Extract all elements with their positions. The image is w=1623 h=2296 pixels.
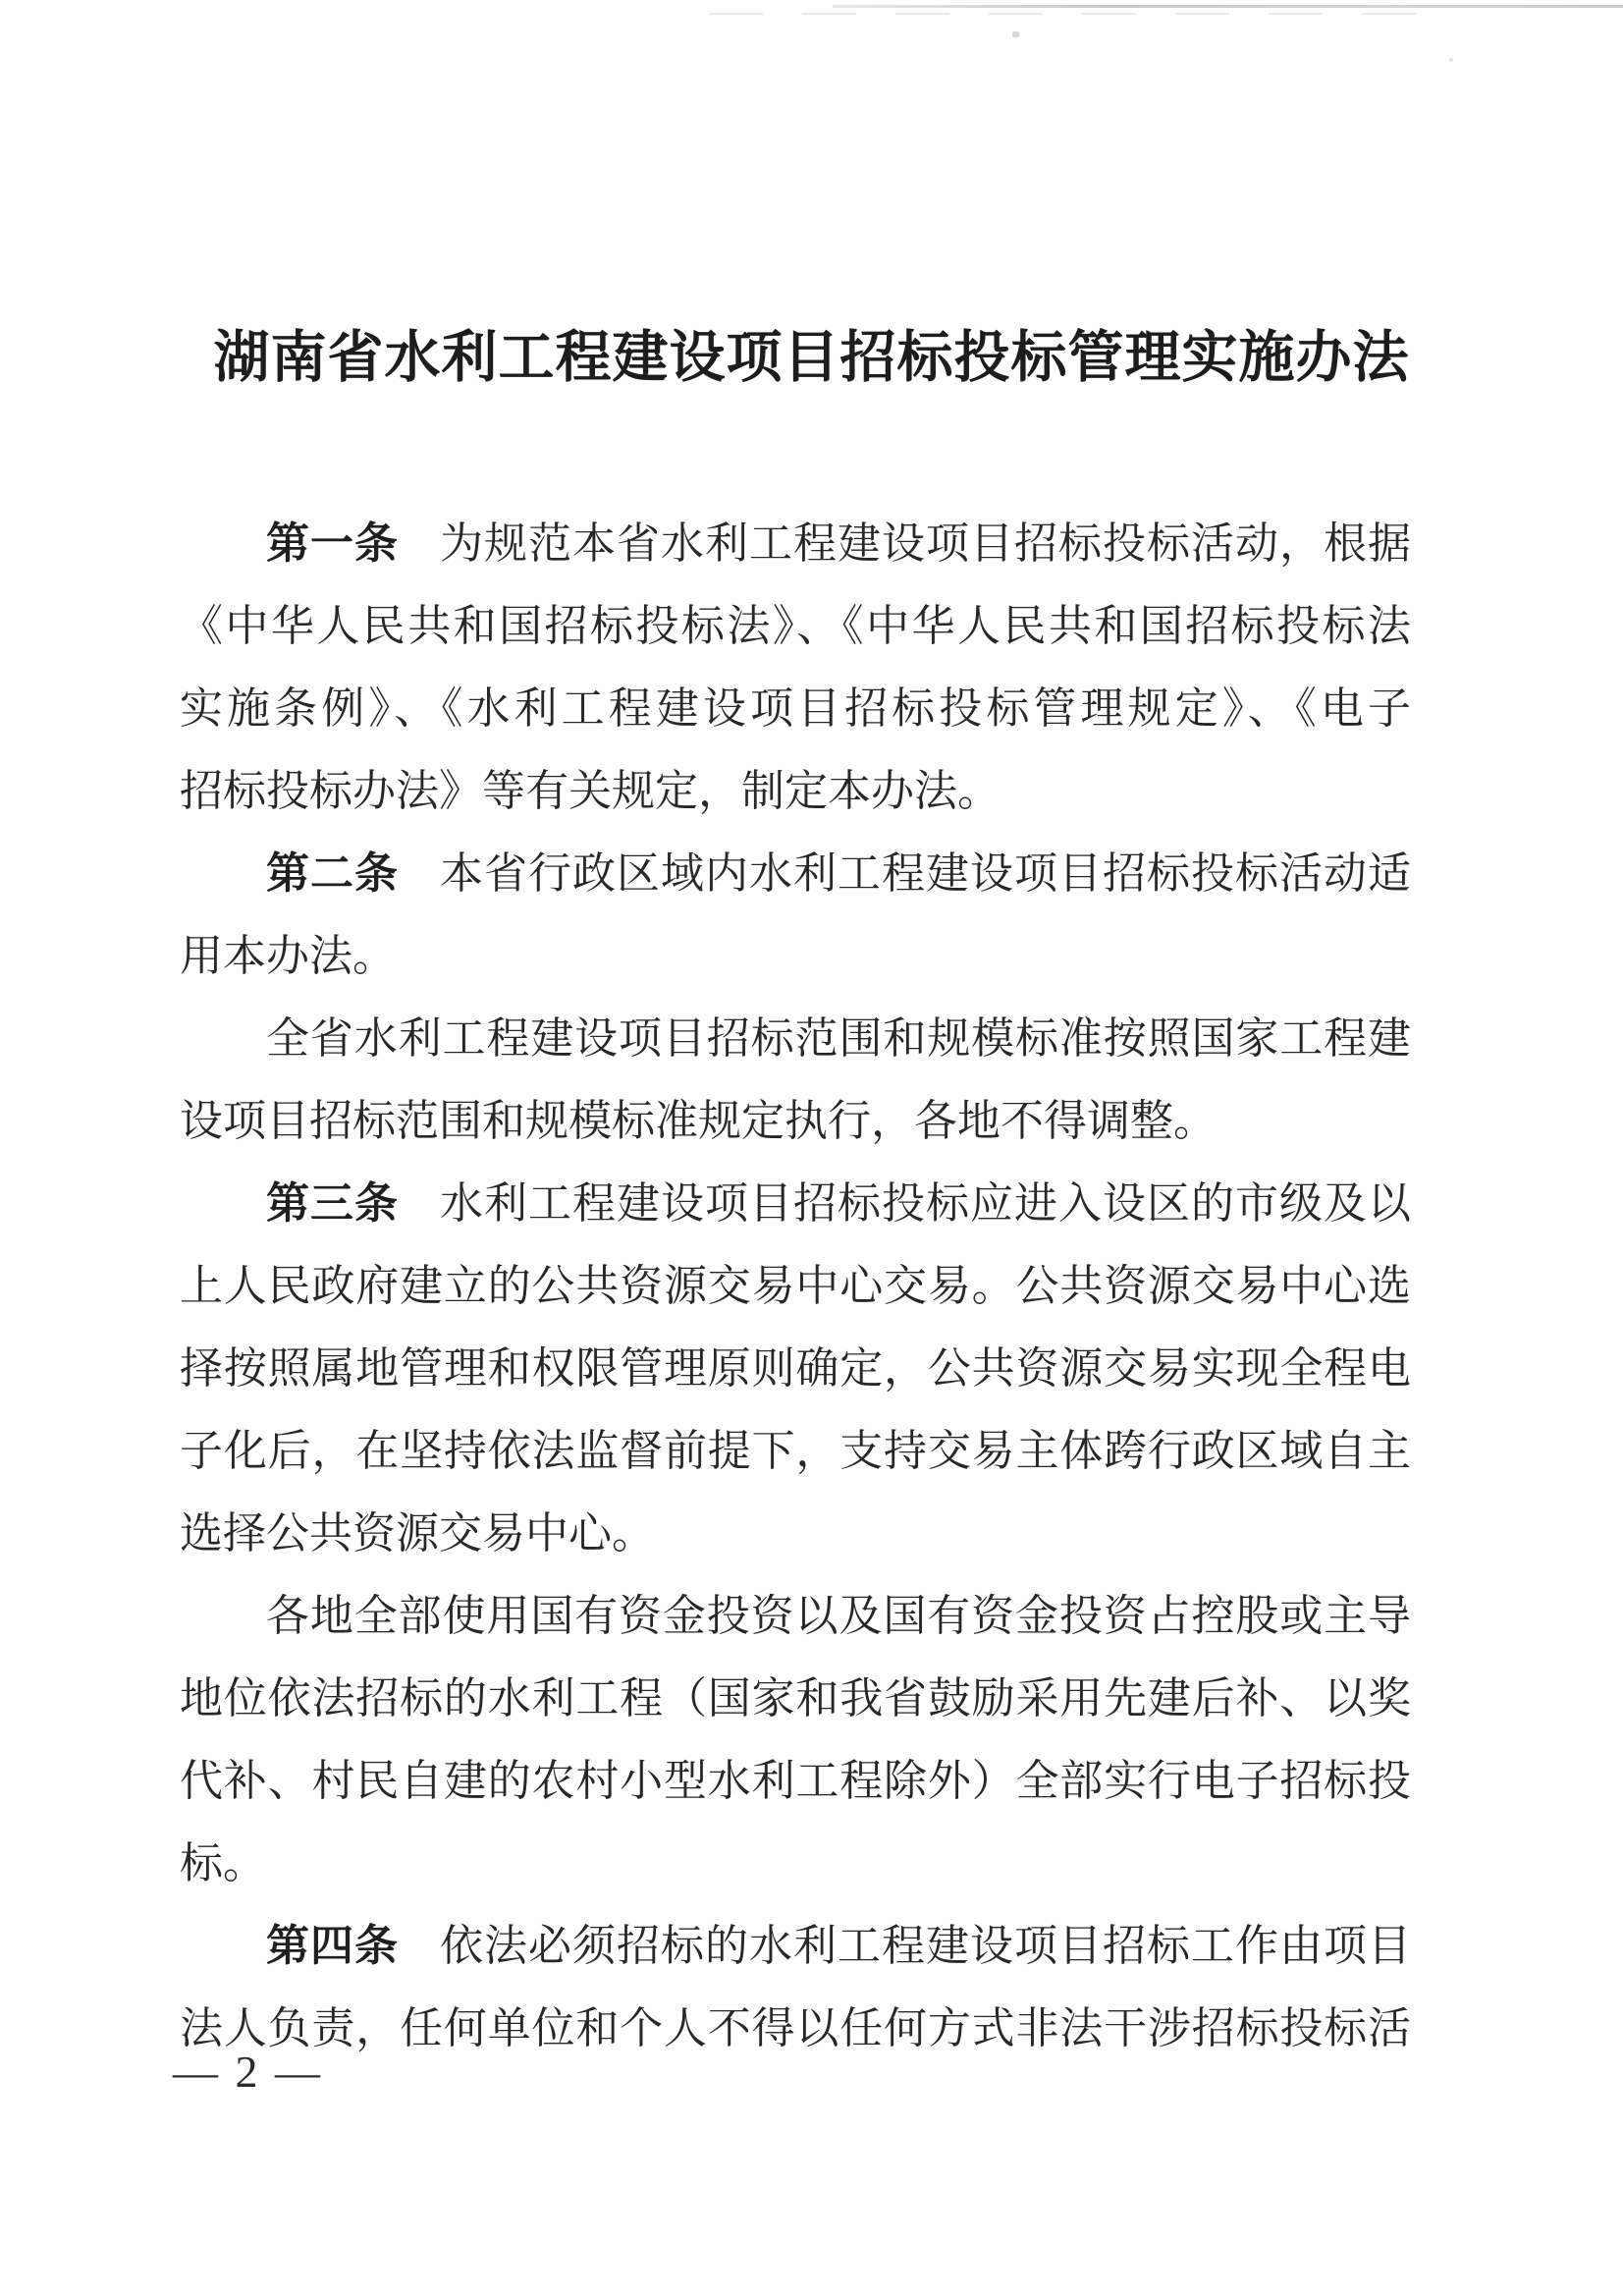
text-line [180,750,1411,833]
text-line [180,998,1411,1080]
text-line-article-3 [180,1163,1411,1245]
text-segment: 标。 [180,1839,266,1887]
text-segment: 子化后，在坚持依法监督前提下，支持交易主体跨行政区域自主 [180,1427,1411,1475]
scan-artifact-line [833,5,1623,8]
scan-artifact-speck [1449,58,1453,62]
text-segment: 各地全部使用国有资金投资以及国有资金投资占控股或主导 [266,1592,1411,1640]
text-line-article-1 [180,503,1411,585]
text-line [180,1823,1411,1905]
text-segment: 用本办法。 [180,932,396,980]
text-segment: 为规范本省水利工程建设项目招标投标活动，根据 [440,519,1411,568]
text-segment: 依法必须招标的水利工程建设项目招标工作由项目 [440,1922,1411,1970]
text-line [180,1575,1411,1658]
text-segment: 本省行政区域内水利工程建设项目招标投标活动适 [440,849,1411,898]
text-line [180,1988,1411,2070]
scan-artifact-speck [1012,31,1019,37]
text-segment: 实施条例》、《水利工程建设项目招标投标管理规定》、《电子 [180,684,1411,733]
text-line [180,1658,1411,1740]
text-segment: 设项目招标范围和规模标准规定执行，各地不得调整。 [180,1097,1217,1145]
text-line [180,1080,1411,1163]
text-segment: 代补、村民自建的农村小型水利工程除外）全部实行电子招标投 [180,1757,1411,1805]
text-line [180,1410,1411,1493]
text-segment: 择按照属地管理和权限管理原则确定，公共资源交易实现全程电 [180,1344,1411,1393]
page-number: — 2 — [173,2047,323,2097]
text-segment: 水利工程建设项目招标投标应进入设区的市级及以 [440,1179,1411,1228]
text-line [180,1328,1411,1410]
article-number: 第三条 [266,1179,399,1228]
scan-artifact-line-broken [709,13,1426,15]
article-number: 第一条 [266,519,399,568]
text-line [180,915,1411,998]
text-line [180,668,1411,750]
text-segment: 《中华人民共和国招标投标法》、《中华人民共和国招标投标法 [180,602,1411,650]
text-line-article-4 [180,1905,1411,1988]
text-segment: 选择公共资源交易中心。 [180,1509,655,1558]
article-number: 第二条 [266,849,399,898]
text-segment: 地位依法招标的水利工程（国家和我省鼓励采用先建后补、以奖 [180,1674,1411,1722]
text-line [180,1245,1411,1328]
text-line [180,1493,1411,1575]
text-line [180,1740,1411,1823]
text-segment: 上人民政府建立的公共资源交易中心交易。公共资源交易中心选 [180,1262,1411,1310]
text-line-article-2 [180,833,1411,915]
article-number: 第四条 [266,1922,399,1970]
document-body [180,503,1411,2070]
document-title: 湖南省水利工程建设项目招标投标管理实施办法 [213,326,1410,389]
text-segment: 招标投标办法》等有关规定，制定本办法。 [180,767,1001,815]
text-segment: 全省水利工程建设项目招标范围和规模标准按照国家工程建 [266,1014,1411,1063]
text-segment: 法人负责，任何单位和个人不得以任何方式非法干涉招标投标活 [180,2004,1411,2052]
text-line [180,585,1411,668]
